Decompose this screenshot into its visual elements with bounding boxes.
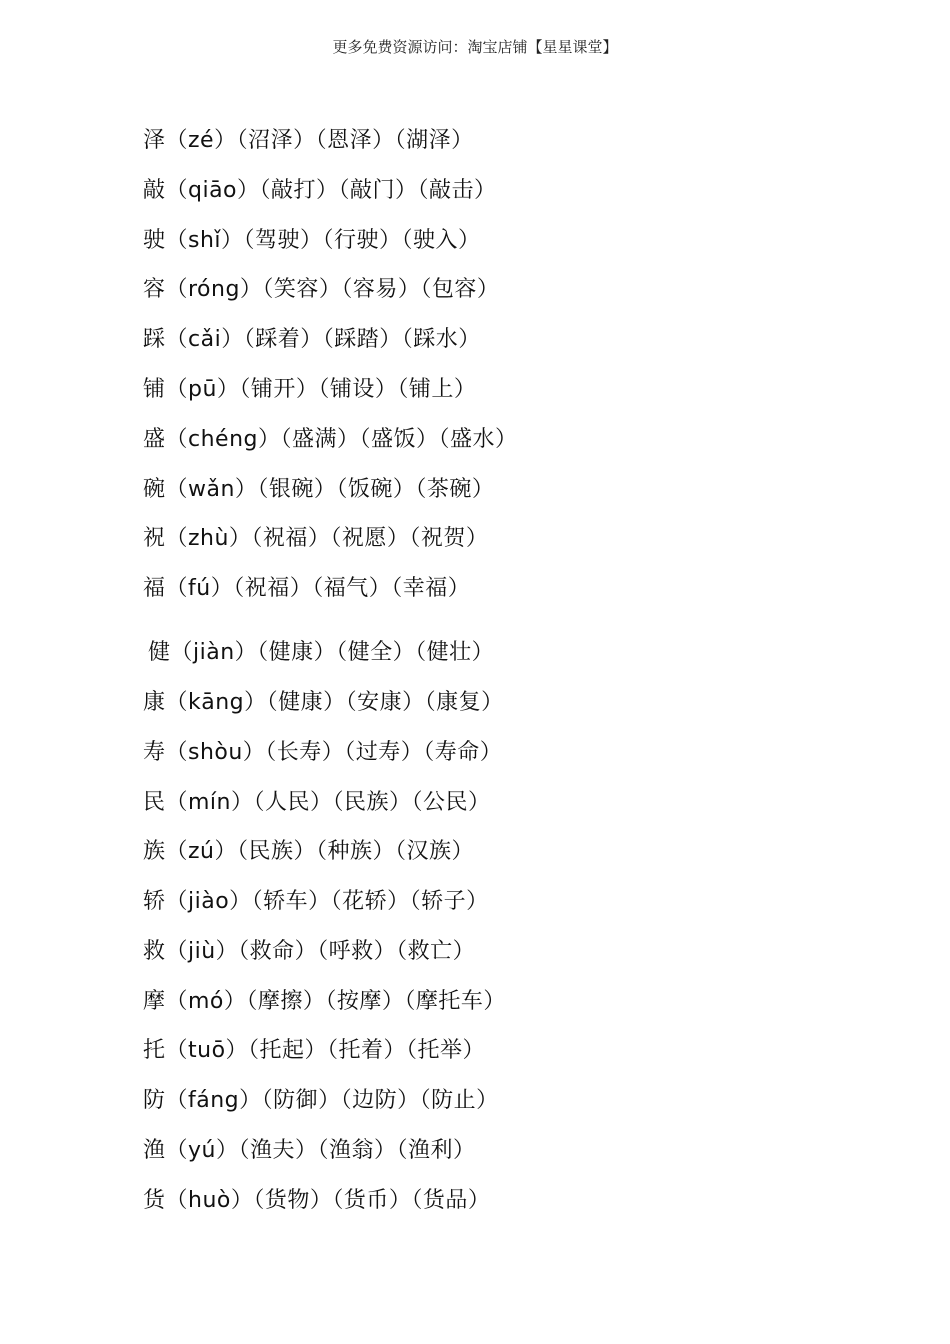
vocab-line: 福（fú）（祝福）（福气）（幸福） [143,576,471,601]
vocab-line: 族（zú）（民族）（种族）（汉族） [143,839,474,864]
vocab-line: 货（huò）（货物）（货币）（货品） [143,1188,491,1213]
vocab-line: 容（róng）（笑容）（容易）（包容） [143,277,500,302]
vocab-line: 碗（wǎn）（银碗）（饭碗）（茶碗） [143,477,495,502]
vocab-line: 托（tuō）（托起）（托着）（托举） [143,1038,486,1063]
vocab-line: 泽（zé）（沼泽）（恩泽）（湖泽） [143,128,474,153]
vocab-line: 渔（yú）（渔夫）（渔翁）（渔利） [143,1138,476,1163]
vocab-line: 健（jiàn）（健康）（健全）（健壮） [148,640,495,665]
page-header: 更多免费资源访问：淘宝店铺【星星课堂】 [332,38,618,56]
vocab-line: 敲（qiāo）（敲打）（敲门）（敲击） [143,178,497,203]
vocab-line: 祝（zhù）（祝福）（祝愿）（祝贺） [143,526,489,551]
vocab-line: 寿（shòu）（长寿）（过寿）（寿命） [143,740,503,765]
vocab-line: 驶（shǐ）（驾驶）（行驶）（驶入） [143,228,481,253]
vocab-line: 防（fáng）（防御）（边防）（防止） [143,1088,499,1113]
vocab-line: 康（kāng）（健康）（安康）（康复） [143,690,504,715]
vocab-line: 民（mín）（人民）（民族）（公民） [143,790,491,815]
vocab-line: 轿（jiào）（轿车）（花轿）（轿子） [143,889,489,914]
vocab-line: 铺（pū）（铺开）（铺设）（铺上） [143,377,477,402]
vocab-line: 踩（cǎi）（踩着）（踩踏）（踩水） [143,327,481,352]
vocab-line: 摩（mó）（摩擦）（按摩）（摩托车） [143,989,506,1014]
vocab-line: 盛（chéng）（盛满）（盛饭）（盛水） [143,427,518,452]
vocab-line: 救（jiù）（救命）（呼救）（救亡） [143,939,476,964]
